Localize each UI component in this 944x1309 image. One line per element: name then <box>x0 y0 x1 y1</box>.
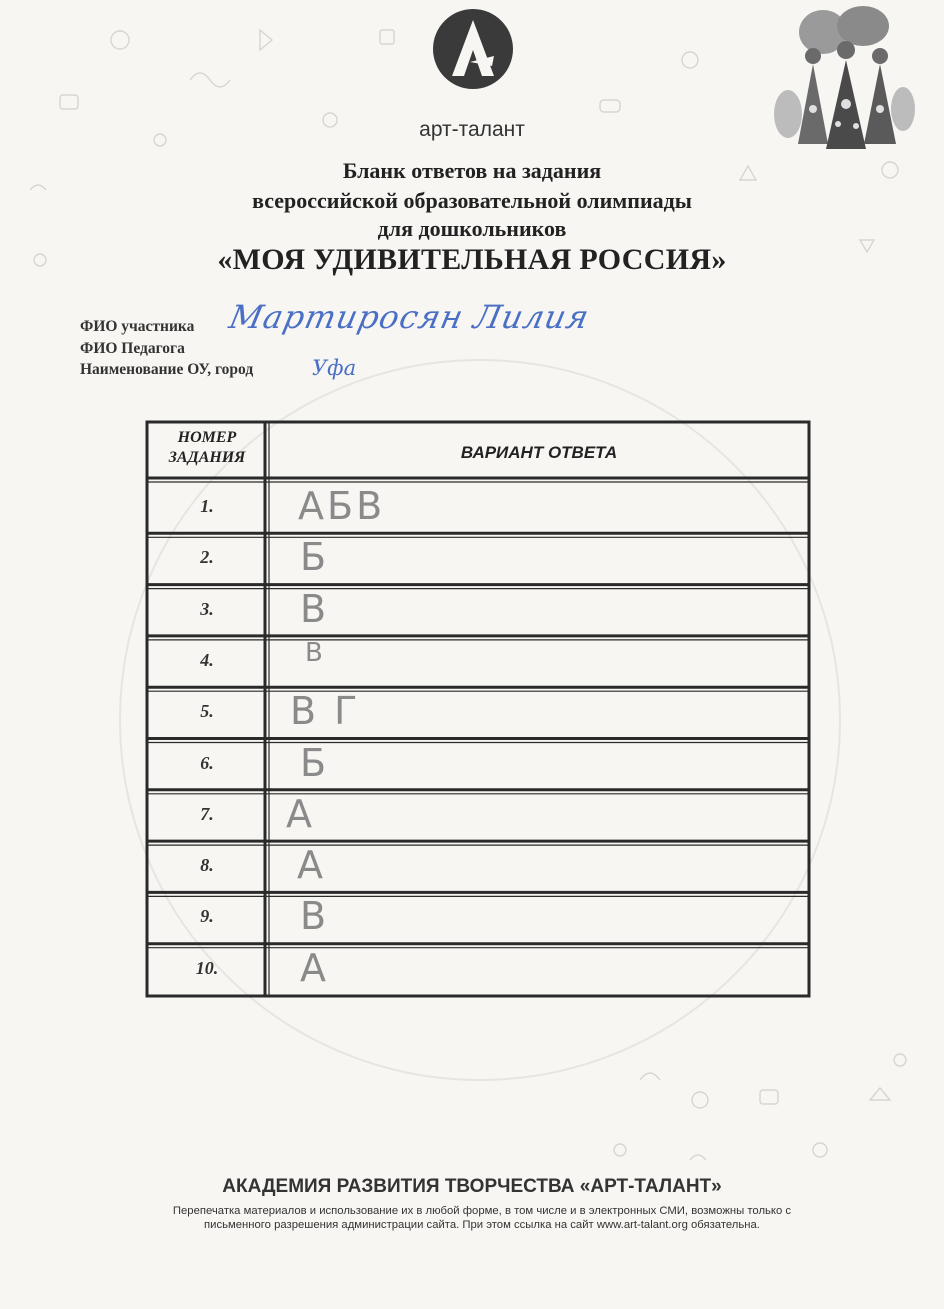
art-talant-logo <box>430 6 516 114</box>
answer-handwritten[interactable]: Б <box>300 535 330 580</box>
task-number: 5. <box>200 701 214 722</box>
answer-handwritten[interactable]: А <box>300 945 329 990</box>
answer-handwritten[interactable]: В <box>300 586 330 631</box>
task-number: 9. <box>200 906 214 927</box>
heading-line-2: всероссийской образовательной олимпиады <box>252 188 692 213</box>
participant-name-handwritten[interactable]: Мартиросян Лилия <box>225 298 593 336</box>
folk-dolls-illustration <box>768 4 918 154</box>
answer-handwritten[interactable]: Б <box>300 740 330 785</box>
task-number: 6. <box>200 752 214 773</box>
task-number: 10. <box>195 957 219 978</box>
column-header-answer: ВАРИАНТ ОТВЕТА <box>460 443 618 462</box>
task-number: 8. <box>200 855 214 876</box>
footer-title: АКАДЕМИЯ РАЗВИТИЯ ТВОРЧЕСТВА «АРТ-ТАЛАНТ» <box>222 1176 722 1197</box>
answer-handwritten[interactable]: АБВ <box>298 484 386 528</box>
heading-line-3: для дошкольников <box>377 216 567 241</box>
task-number: 1. <box>200 496 214 516</box>
organization-label: Наименование ОУ, город <box>80 361 254 378</box>
answer-handwritten[interactable]: В <box>300 894 330 939</box>
answer-handwritten[interactable]: А <box>297 843 326 888</box>
task-number: 4. <box>200 649 214 670</box>
brand-name: арт-талант <box>419 118 525 141</box>
task-number: 3. <box>200 598 214 619</box>
teacher-label: ФИО Педагога <box>80 340 185 357</box>
footer-note-line-2: письменного разрешения администрации сайта. При этом ссылка на сайт www.art-talant.org обязательна. <box>204 1219 760 1231</box>
task-number: 7. <box>200 803 214 824</box>
heading-line-1: Бланк ответов на задания <box>342 158 602 183</box>
task-number: 2. <box>200 547 214 568</box>
answer-handwritten[interactable]: В <box>305 637 326 668</box>
column-header-number: НОМЕР ЗАДАНИЯ <box>168 429 246 466</box>
city-handwritten[interactable]: Уфа <box>312 356 357 380</box>
participant-label: ФИО участника <box>80 318 195 335</box>
olympiad-title: «МОЯ УДИВИТЕЛЬНАЯ РОССИЯ» <box>217 243 727 276</box>
answer-handwritten[interactable]: В Г <box>290 689 361 734</box>
answer-handwritten[interactable]: А <box>286 791 315 836</box>
footer-note-line-1: Перепечатка материалов и использование их в любой форме, в том числе и в электронных СМИ, возможны только с <box>172 1205 792 1217</box>
